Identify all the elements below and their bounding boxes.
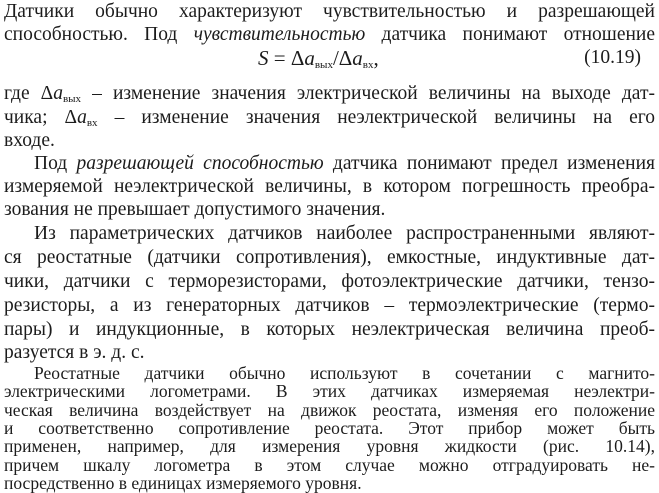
equation-10-19 — [0, 43, 659, 73]
text-line: разуется в э. д. с. — [4, 342, 145, 363]
text-line: Датчики обычно характеризуют чувствительностью и разрешающей — [4, 1, 655, 22]
text-line: чики, датчики с терморезисторами, фотоэлектрические датчики, тензо- — [4, 271, 655, 292]
text-line: резисторы, а из генераторных датчиков – термоэлектрические (термо- — [4, 295, 655, 316]
text-line: измеряемой неэлектрической величины, в котором погрешность преобра- — [4, 176, 655, 197]
text-line: и соответственно сопротивление реостата. Этот прибор может быть — [4, 417, 655, 438]
text-line: зования не превышает допустимого значения. — [4, 199, 386, 220]
text-line: Реостатные датчики обычно используют в сочетании с магнито- — [34, 363, 655, 383]
text-line: чика; $\Delta a_{вх}$ – изменение значения неэлектрической величины на его — [4, 107, 655, 129]
text-line: Под разрешающей способностью датчика понимают предел изменения — [34, 153, 655, 174]
text-line: Из параметрических датчиков наиболее распространенными являют- — [34, 223, 655, 244]
equation-number: (10.19) — [584, 47, 641, 68]
term-sensitivity: чувствительностью — [193, 24, 366, 45]
text-line: применен, например, для измерения уровня жидкости (рис. 10.14), — [4, 436, 655, 457]
text-line: где $\Delta a_{вых}$ – изменение значения электрической величины на выходе дат- — [4, 83, 655, 105]
text-line: посредственно в единицах измеряемого уровня. — [4, 472, 362, 493]
text-line: электрическими логометрами. В этих датчиках измеряемая неэлектри- — [4, 381, 655, 402]
text-line: способностью. Под чувствительностью датчика понимают отношение — [4, 24, 656, 45]
text-line: ческая величина воздействует на движок реостата, изменяя его положение — [4, 399, 655, 420]
term-resolution: разрешающей способностью — [76, 153, 324, 174]
formula: $S = \Delta a_{вых}/\Delta a_{вх}$, — [258, 46, 379, 71]
text-line: пары) и индукционные, в которых неэлектрическая величина преоб- — [4, 319, 655, 340]
text-line: входе. — [4, 130, 55, 151]
text-line: причем шкалу логометра в этом случае можно отградуировать не- — [4, 454, 655, 475]
text-line: ся реостатные (датчики сопротивления), емкостные, индуктивные дат- — [4, 247, 655, 268]
